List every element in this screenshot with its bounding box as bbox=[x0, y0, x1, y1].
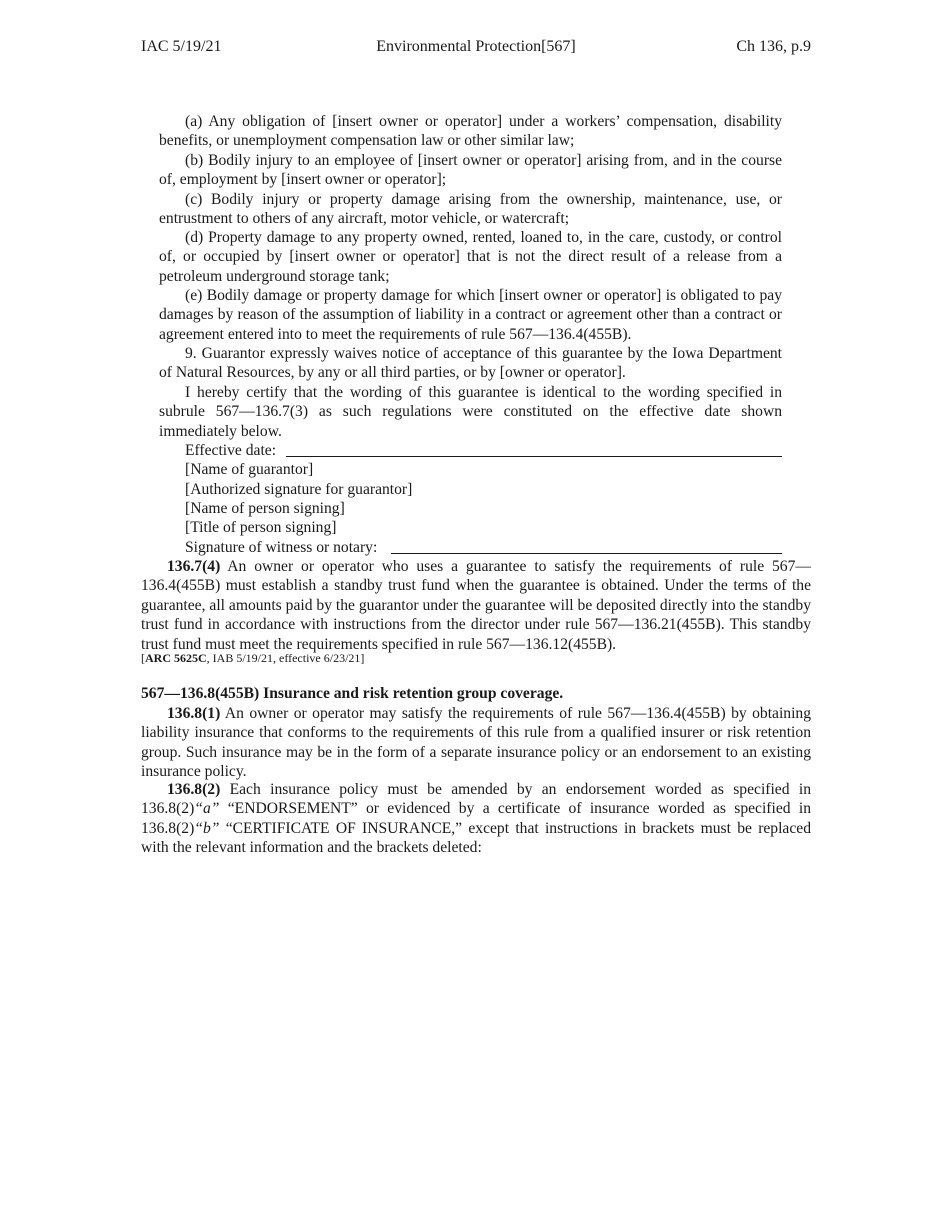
certification-paragraph: I hereby certify that the wording of this guarantee is identical to the wording specified in subrule 567—136.7(3) as such regulations were constituted on the effective date shown immediately below. bbox=[159, 384, 782, 440]
paragraph-9: 9. Guarantor expressly waives notice of acceptance of this guarantee by the Iowa Department of Natural Resources, by any or all third parties, or by [owner or operator]. bbox=[159, 345, 782, 382]
paragraph-a: (a) Any obligation of [insert owner or operator] under a workers’ compensation, disability benefits, or unemployment compensation law or other similar law; bbox=[159, 113, 782, 150]
authorized-signature: [Authorized signature for guarantor] bbox=[185, 481, 413, 498]
title-of-person-signing: [Title of person signing] bbox=[185, 519, 337, 536]
subrule-136-8-2 bbox=[141, 780, 811, 858]
subrule-text: An owner or operator may satisfy the requirements of rule 567—136.4(455B) by obtaining liability insurance that conforms to the requirements of this rule from a qualified insurer or risk retention group. Such insurance may be in the form of a separate insurance policy or an endorsement to an existing insurance policy. bbox=[141, 705, 811, 781]
effective-date-label: Effective date: bbox=[185, 442, 277, 459]
subrule-136-7-4 bbox=[141, 557, 811, 654]
subrule-number: 136.8(2) bbox=[167, 781, 221, 798]
subrule-number: 136.8(1) bbox=[167, 705, 221, 722]
paragraph-b: (b) Bodily injury to an employee of [insert owner or operator] arising from, and in the course of, employment by [insert owner or operator]; bbox=[159, 152, 782, 189]
paragraph-e: (e) Bodily damage or property damage for which [insert owner or operator] is obligated to pay damages by reason of the assumption of liability in a contract or agreement other than a contract or agreement entered into to meet the requirements of rule 567—136.4(455B). bbox=[159, 287, 782, 343]
header-code-date: IAC 5/19/21 bbox=[141, 38, 222, 55]
paragraph-ref-a: “a” bbox=[194, 800, 220, 818]
header-agency: Environmental Protection[567] bbox=[376, 38, 576, 55]
history-text: , IAB 5/19/21, effective 6/23/21] bbox=[206, 651, 365, 665]
rule-heading: 567—136.8(455B) Insurance and risk retention group coverage. bbox=[141, 685, 564, 702]
subrule-text-2: “ENDORSEMENT” or evidenced by a certificate of insurance worded as specified in 136.8(2) bbox=[141, 800, 811, 837]
header-chapter-page: Ch 136, p.9 bbox=[736, 38, 811, 55]
effective-date-blank-line bbox=[286, 456, 782, 457]
subrule-136-8-1 bbox=[141, 704, 811, 782]
subrule-text-1: Each insurance policy must be amended by an endorsement worded as specified in 136.8(2) bbox=[141, 781, 811, 818]
paragraph-ref-b: “b” bbox=[194, 819, 220, 837]
arc-number: ARC 5625C bbox=[145, 651, 207, 665]
name-of-guarantor: [Name of guarantor] bbox=[185, 461, 314, 478]
paragraph-d: (d) Property damage to any property owned, rented, loaned to, in the care, custody, or control of, or occupied by [insert owner or operator] that is not the direct result of a release from a petroleum underground storage tank; bbox=[159, 229, 782, 285]
subrule-text: An owner or operator who uses a guarantee to satisfy the requirements of rule 567—136.4(455B) must establish a standby trust fund when the guarantee is obtained. Under the terms of the guarantee, all amounts paid by the guarantor under the guarantee will be deposited directly into the standby trust fund in accordance with instructions from the director under rule 567—136.21(455B). This standby trust fund must meet the requirements specified in rule 567—136.12(455B). bbox=[141, 558, 811, 653]
history-note bbox=[141, 651, 364, 665]
witness-blank-line bbox=[391, 553, 782, 554]
witness-signature-label: Signature of witness or notary: bbox=[185, 539, 378, 556]
history-bracket: [ bbox=[141, 651, 145, 665]
paragraph-c: (c) Bodily injury or property damage arising from the ownership, maintenance, use, or entrustment to others of any aircraft, motor vehicle, or watercraft; bbox=[159, 191, 782, 228]
name-of-person-signing: [Name of person signing] bbox=[185, 500, 345, 517]
subrule-number: 136.7(4) bbox=[167, 558, 221, 575]
running-header bbox=[141, 38, 811, 62]
subrule-text-3: “CERTIFICATE OF INSURANCE,” except that instructions in brackets must be replaced with the relevant information and the brackets deleted: bbox=[141, 819, 811, 857]
